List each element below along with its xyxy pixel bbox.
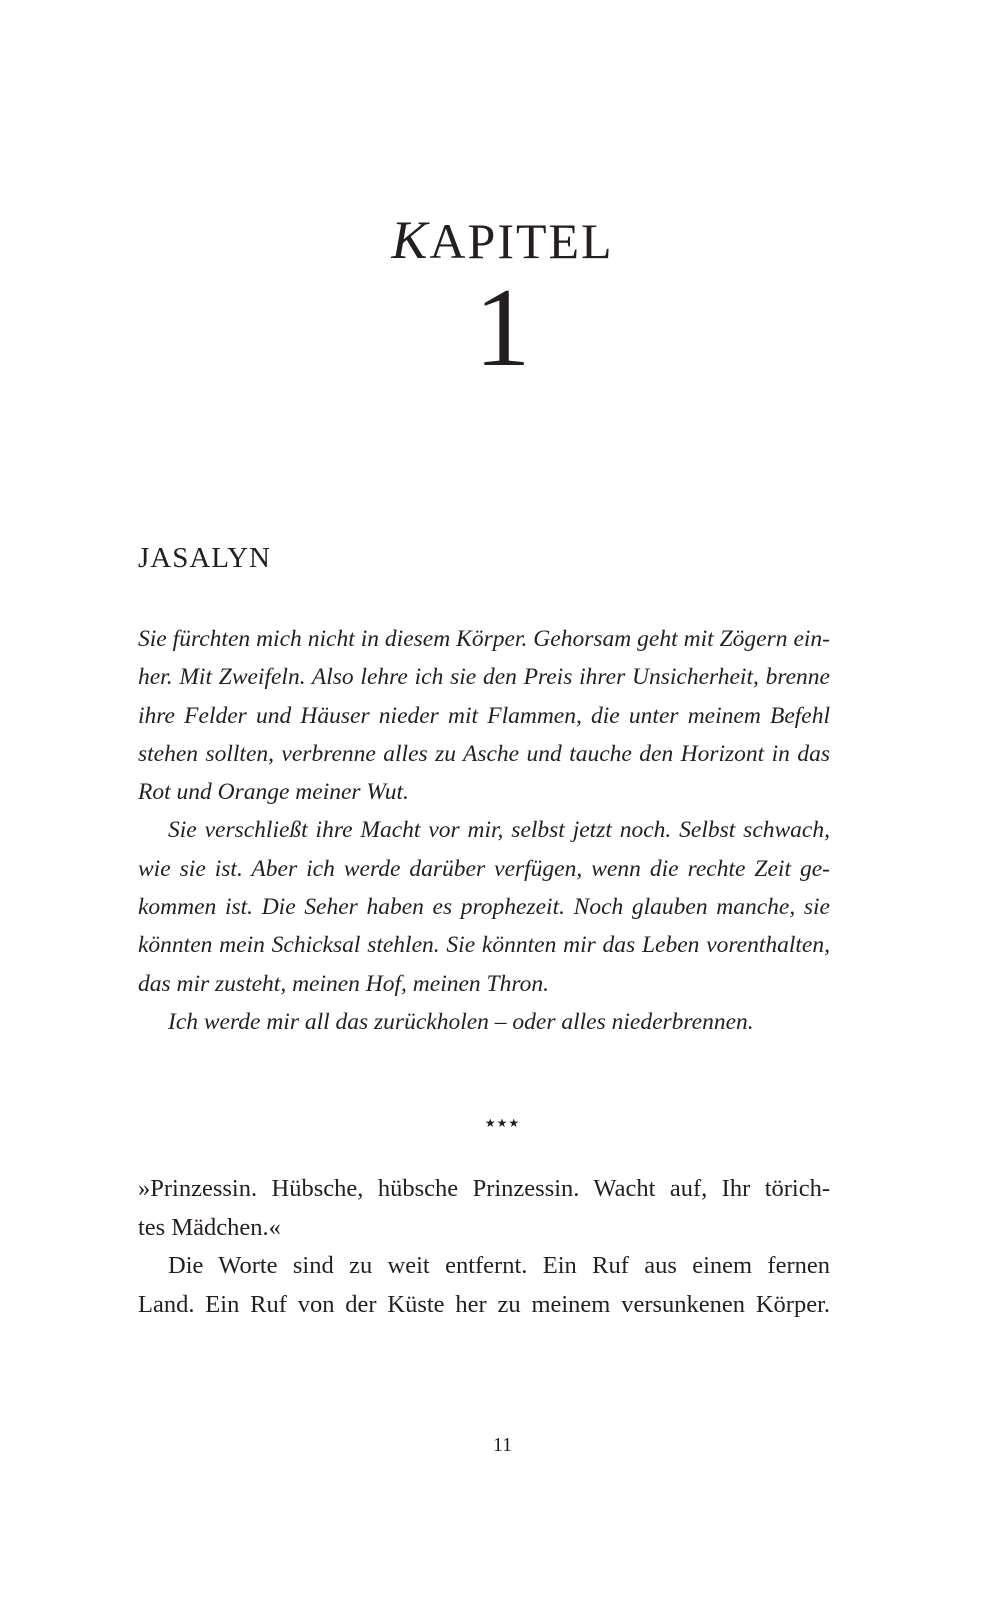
- text-line: könnten mein Schicksal stehlen. Sie könnten mir das Leben vorenthalten,: [138, 932, 830, 959]
- page-number: 11: [492, 1434, 513, 1456]
- text-line: Sie verschließt ihre Macht vor mir, selbst jetzt noch. Selbst schwach,: [168, 817, 830, 844]
- text-line: Ich werde mir all das zurückholen – oder alles niederbrennen.: [168, 1008, 754, 1035]
- text-line: wie sie ist. Aber ich werde darüber verfügen, wenn die rechte Zeit ge-: [138, 855, 830, 882]
- text-line: das mir zusteht, meinen Hof, meinen Thron.: [138, 970, 550, 997]
- text-line: »Prinzessin. Hübsche, hübsche Prinzessin. Wacht auf, Ihr törich-: [138, 1175, 830, 1202]
- text-line: Land. Ein Ruf von der Küste her zu meinem versunkenen Körper.: [138, 1290, 830, 1318]
- italic-prologue-passage: [138, 620, 830, 1041]
- main-passage: [138, 1170, 830, 1324]
- text-line: kommen ist. Die Seher haben es prophezeit. Noch glauben manche, sie: [138, 894, 830, 921]
- text-line: her. Mit Zweifeln. Also lehre ich sie den Preis ihrer Unsicherheit, brenne: [138, 664, 830, 691]
- text-line: Rot und Orange meiner Wut.: [138, 779, 409, 806]
- chapter-number: 1: [474, 266, 531, 390]
- pov-heading: JASALYN: [138, 542, 271, 574]
- text-line: ihre Felder und Häuser nieder mit Flammen, die unter meinem Befehl: [138, 702, 830, 729]
- chapter-title-initial: K: [391, 210, 430, 270]
- chapter-title-rest: APITEL: [429, 213, 614, 269]
- text-line: stehen sollten, verbrenne alles zu Asche und tauche den Horizont in das: [138, 740, 830, 767]
- text-line: tes Mädchen.«: [138, 1213, 281, 1241]
- text-line: Die Worte sind zu weit entfernt. Ein Ruf aus einem fernen: [168, 1252, 830, 1279]
- scene-break-stars: ★★★: [484, 1116, 521, 1130]
- text-line: Sie fürchten mich nicht in diesem Körper. Gehorsam geht mit Zögern ein-: [138, 626, 830, 652]
